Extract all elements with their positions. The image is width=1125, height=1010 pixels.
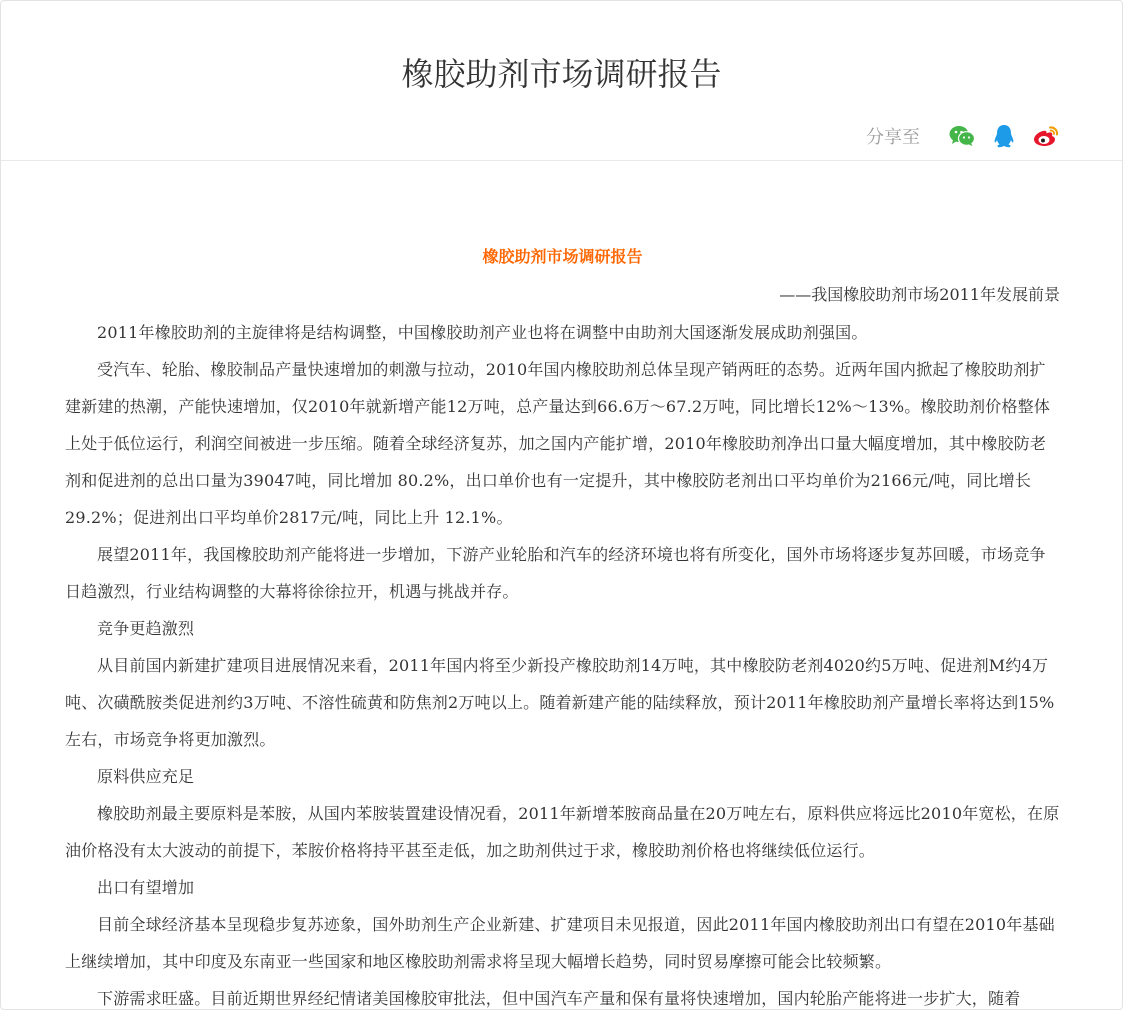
page-title: 橡胶助剂市场调研报告: [401, 55, 722, 93]
article-content: [1, 246, 1122, 1010]
section-heading-competition: 竞争更趋激烈: [97, 619, 195, 638]
article-subtitle: ——我国橡胶助剂市场2011年发展前景: [779, 285, 1060, 304]
paragraph-raw-materials: 橡胶助剂最主要原料是苯胺，从国内苯胺装置建设情况看，2011年新增苯胺商品量在20万吨左右，原料供应将远比2010年宽松，在原油价格没有太大波动的前提下，苯胺价格将持平甚至走低，加之助剂供过于求，橡胶助剂价格也将继续低位运行。: [65, 804, 1060, 860]
paragraph-2010-review: 受汽车、轮胎、橡胶制品产量快速增加的刺激与拉动，2010年国内橡胶助剂总体呈现产销两旺的态势。近两年国内掀起了橡胶助剂扩建新建的热潮，产能快速增加，仅2010年就新增产能12万吨，总产量达到66.6万～67.2万吨，同比增长12%～13%。橡胶助剂价格整体上处于低位运行，利润空间被进一步压缩。随着全球经济复苏，加之国内产能扩增，2010年橡胶助剂净出口量大幅度增加，其中橡胶防老剂和促进剂的总出口量为39047吨，同比增加 80.2%，出口单价也有一定提升，其中橡胶防老剂出口平均单价为2166元/吨，同比增长29.2%；促进剂出口平均单价2817元/吨，同比上升 12.1%。: [65, 360, 1051, 527]
section-heading-exports: 出口有望增加: [97, 878, 195, 897]
article-title: 橡胶助剂市场调研报告: [482, 247, 643, 266]
section-heading-raw-materials: 原料供应充足: [97, 767, 195, 786]
share-label: 分享至: [866, 127, 920, 148]
paragraph-exports: 目前全球经济基本呈现稳步复苏迹象，国外助剂生产企业新建、扩建项目未见报道，因此2011年国内橡胶助剂出口有望在2010年基础上继续增加，其中印度及东南亚一些国家和地区橡胶助剂需求将呈现大幅增长趋势，同时贸易摩擦可能会比较频繁。: [65, 915, 1055, 971]
share-wechat-button[interactable]: [948, 122, 976, 150]
page-header: [1, 1, 1122, 161]
article-body: [65, 314, 1060, 1010]
paragraph-downstream: 下游需求旺盛。目前近期世界经纪情诸美国橡胶审批法，但中国汽车产量和保有量将快速增加，国内轮胎产能将进一步扩大，随着: [97, 989, 1021, 1008]
share-bar: [866, 121, 1060, 151]
qq-icon: [993, 124, 1015, 148]
paragraph-competition: 从目前国内新建扩建项目进展情况来看，2011年国内将至少新投产橡胶助剂14万吨，其中橡胶防老剂4020约5万吨、促进剂M约4万吨、次磺酰胺类促进剂约3万吨、不溶性硫黄和防焦剂2万吨以上。随着新建产能的陆续释放，预计2011年橡胶助剂产量增长率将达到15%左右，市场竞争将更加激烈。: [65, 656, 1055, 749]
share-qq-button[interactable]: [990, 122, 1018, 150]
weibo-icon: [1033, 125, 1059, 147]
wechat-icon: [949, 125, 975, 147]
paragraph-intro: 2011年橡胶助剂的主旋律将是结构调整，中国橡胶助剂产业也将在调整中由助剂大国逐渐发展成助剂强国。: [97, 323, 868, 342]
paragraph-2011-outlook: 展望2011年，我国橡胶助剂产能将进一步增加，下游产业轮胎和汽车的经济环境也将有所变化，国外市场将逐步复苏回暖，市场竞争日趋激烈，行业结构调整的大幕将徐徐拉开，机遇与挑战并存。: [65, 545, 1046, 601]
share-weibo-button[interactable]: [1032, 122, 1060, 150]
